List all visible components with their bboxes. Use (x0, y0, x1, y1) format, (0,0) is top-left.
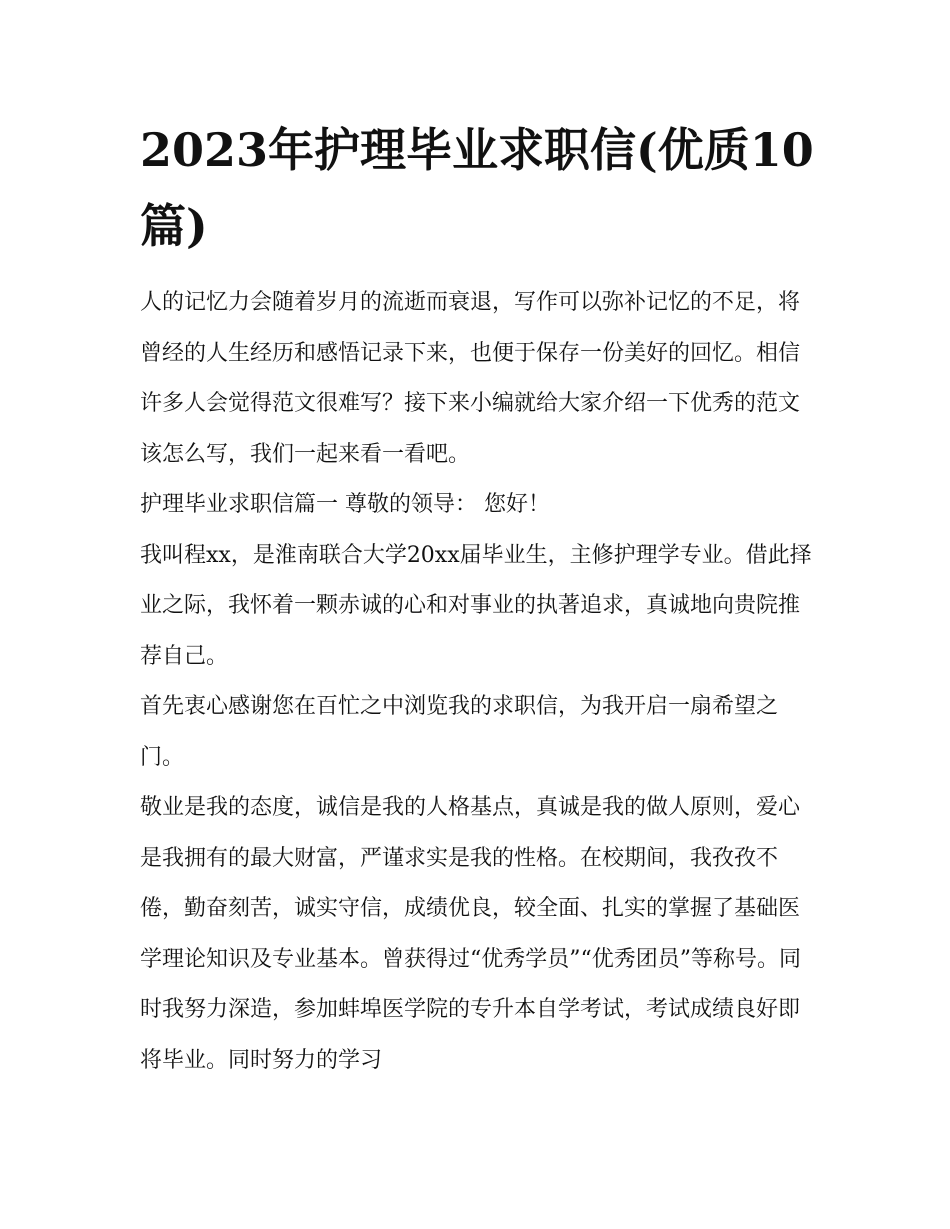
paragraph-self-intro: 我叫程xx，是淮南联合大学20xx届毕业生，主修护理学专业。借此择业之际，我怀着一颗赤诚的心和对事业的执著追求，真诚地向贵院推荐自己。 (140, 542, 812, 669)
paragraph-intro: 人的记忆力会随着岁月的流逝而衰退，写作可以弥补记忆的不足，将曾经的人生经历和感悟记录下来，也便于保存一份美好的回忆。相信许多人会觉得范文很难写？接下来小编就给大家介绍一下优秀的范文该怎么写，我们一起来看一看吧。 (140, 290, 801, 467)
document-page (140, 112, 816, 1086)
paragraph-thanks: 首先衷心感谢您在百忙之中浏览我的求职信，为我开启一扇希望之门。 (140, 694, 779, 770)
document-title: 2023年护理毕业求职信(优质10篇) (140, 123, 814, 253)
paragraph-qualities: 敬业是我的态度，诚信是我的人格基点，真诚是我的做人原则，爱心是我拥有的最大财富，严谨求实是我的性格。在校期间，我孜孜不倦，勤奋刻苦，诚实守信，成绩优良，较全面、扎实的掌握了基础医学理论知识及专业基本。曾获得过“优秀学员”“优秀团员”等称号。同时我努力深造，参加蚌埠医学院的专升本自学考试，考试成绩良好即将毕业。同时努力的学习 (140, 795, 801, 1073)
paragraph-salutation: 护理毕业求职信篇一 尊敬的领导： 您好！ (140, 492, 550, 517)
document-body (140, 278, 816, 1086)
